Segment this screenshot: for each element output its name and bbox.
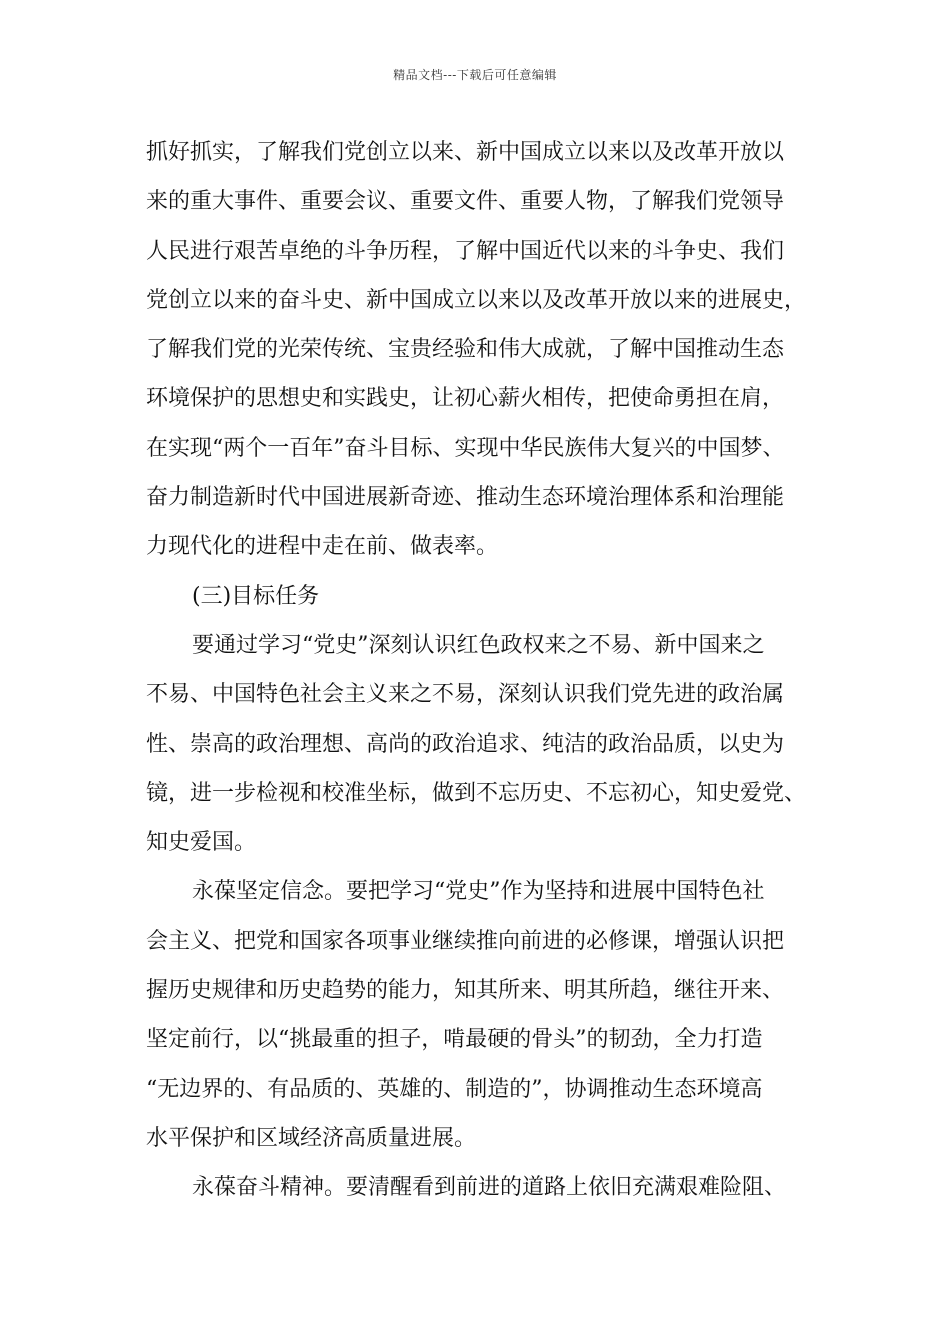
text-line: 要通过学习“党史”深刻认识红色政权来之不易、新中国来之: [192, 632, 765, 658]
text-line: 奋力制造新时代中国进展新奇迹、推动生态环境治理体系和治理能: [146, 485, 785, 511]
page-header: 精品文档---下载后可任意编辑: [393, 68, 557, 82]
text-line: 了解我们党的光荣传统、宝贵经验和伟大成就，了解中国推动生态: [146, 337, 785, 363]
text-line: 力现代化的进程中走在前、做表率。: [146, 534, 499, 560]
text-line: 会主义、把党和国家各项事业继续推向前进的必修课，增强认识把: [146, 928, 785, 954]
document-body: [146, 128, 810, 1213]
text-line: 人民进行艰苦卓绝的斗争历程，了解中国近代以来的斗争史、我们: [146, 238, 785, 264]
text-line: 在实现“两个一百年”奋斗目标、实现中华民族伟大复兴的中国梦、: [146, 435, 785, 461]
text-line: 党创立以来的奋斗史、新中国成立以来以及改革开放以来的进展史，: [146, 287, 807, 313]
text-line: 坚定前行，以“挑最重的担子，啃最硬的骨头”的韧劲，全力打造: [146, 1027, 763, 1053]
text-line: 握历史规律和历史趋势的能力，知其所来、明其所趋，继往开来、: [146, 978, 785, 1004]
text-line: “无边界的、有品质的、英雄的、制造的”，协调推动生态环境高: [146, 1076, 763, 1102]
text-line: 镜，进一步检视和校准坐标，做到不忘历史、不忘初心，知史爱党、: [146, 780, 807, 806]
text-line: 性、崇高的政治理想、高尚的政治追求、纯洁的政治品质，以史为: [146, 731, 785, 757]
text-line: 抓好抓实，了解我们党创立以来、新中国成立以来以及改革开放以: [146, 140, 785, 165]
text-line: 水平保护和区域经济高质量进展。: [146, 1125, 477, 1151]
text-line: 不易、中国特色社会主义来之不易，深刻认识我们党先进的政治属: [146, 682, 785, 708]
text-line: 来的重大事件、重要会议、重要文件、重要人物，了解我们党领导: [146, 189, 785, 215]
text-line: 知史爱国。: [146, 830, 257, 856]
text-line: 永葆奋斗精神。要清醒看到前进的道路上依旧充满艰难险阻、: [192, 1175, 787, 1201]
section-heading: (三)目标任务: [192, 583, 320, 609]
text-line: 环境保护的思想史和实践史，让初心薪火相传，把使命勇担在肩，: [146, 386, 785, 412]
text-line: 永葆坚定信念。要把学习“党史”作为坚持和进展中国特色社: [192, 879, 765, 905]
